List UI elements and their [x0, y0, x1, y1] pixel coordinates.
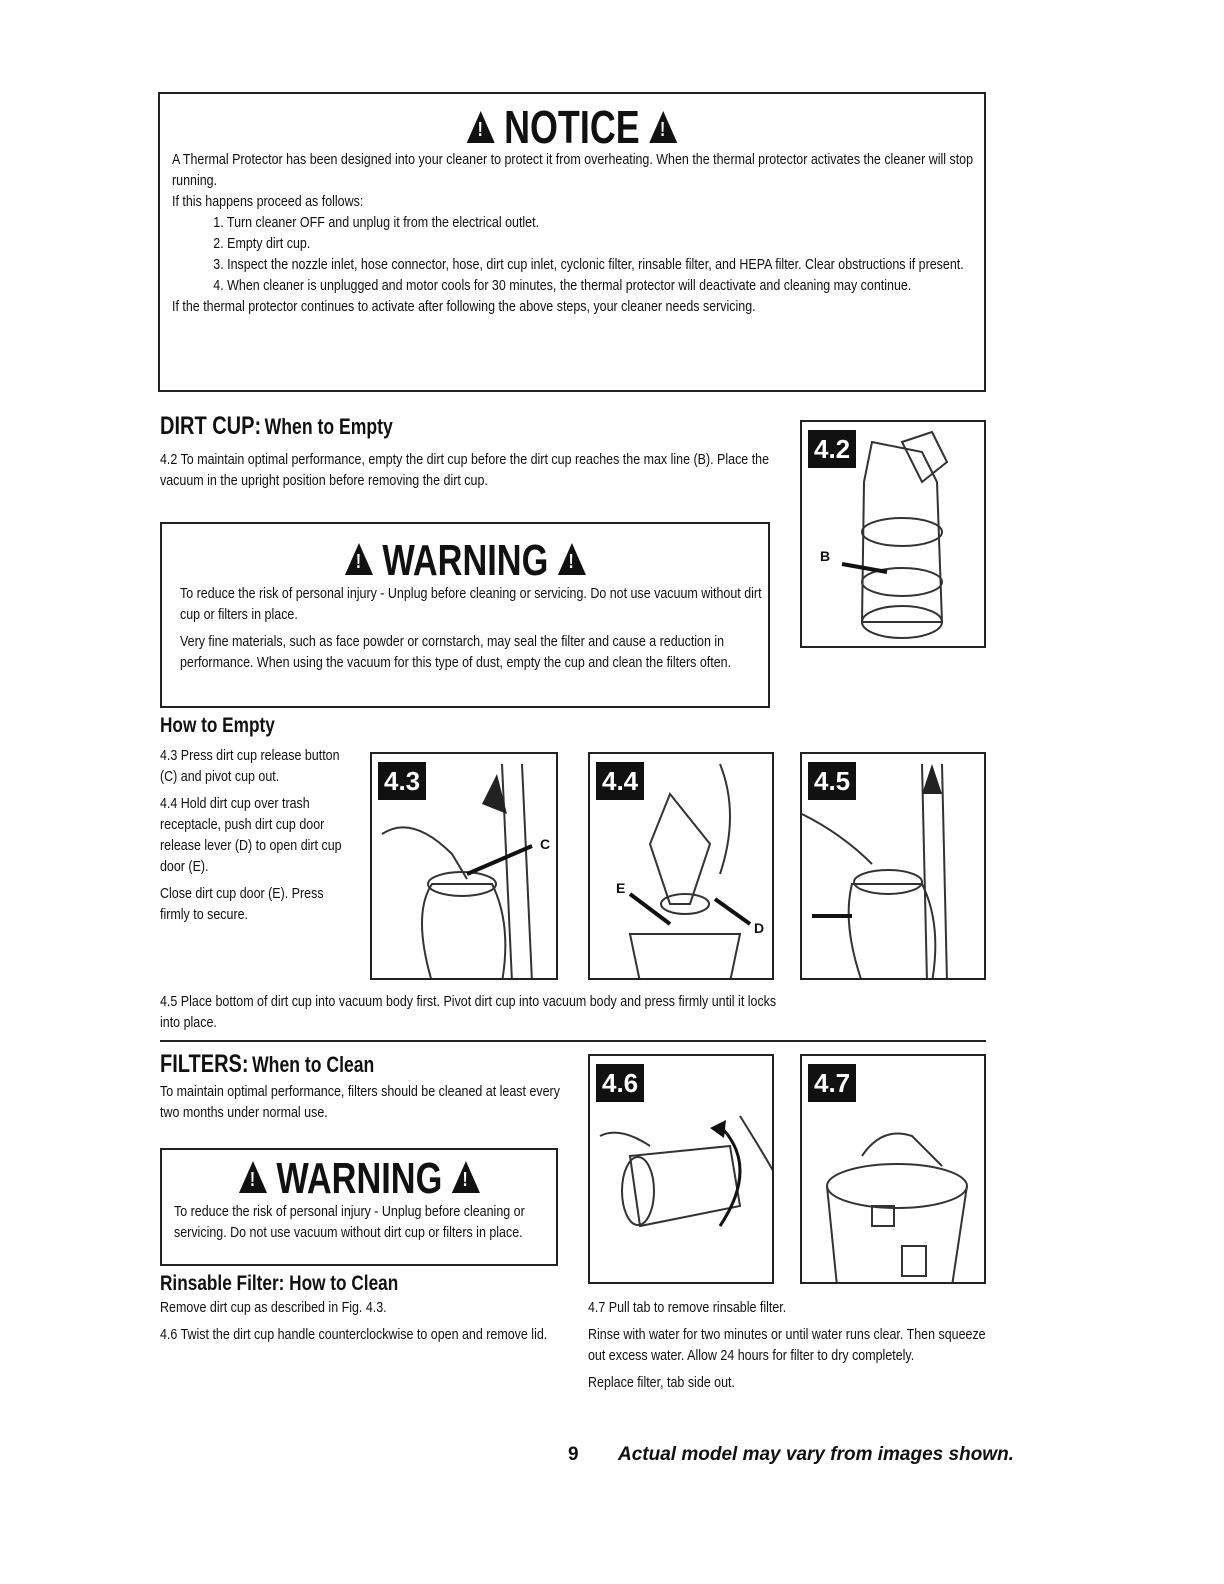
dirt-cup-heading-main: DIRT CUP: [160, 412, 262, 440]
dirt-cup-text: 4.2 To maintain optimal performance, empty the dirt cup before the dirt cup reaches the max line (B). Place the vacuum in the upright position before removing the dirt cup. [160, 452, 770, 489]
warning-1-body [180, 584, 765, 674]
warning-triangle-icon [557, 543, 585, 575]
filters-heading [160, 1050, 374, 1079]
warning-triangle-icon [451, 1161, 479, 1193]
section-divider [160, 1040, 986, 1042]
notice-steps [172, 213, 977, 297]
press-release-illustration [372, 754, 558, 980]
warning-triangle-icon [345, 543, 373, 575]
warning-1-p1: To reduce the risk of personal injury - Unplug before cleaning or servicing. Do not use vacuum without dirt cup or filters in place. [180, 586, 762, 623]
dirt-cup-heading-sub: When to Empty [264, 414, 393, 439]
filters-text: To maintain optimal performance, filters should be cleaned at least every two months under normal use. [160, 1084, 560, 1121]
dirt-cup-illustration [802, 422, 986, 648]
warning-box-1 [160, 522, 770, 708]
how-to-empty-p1: 4.3 Press dirt cup release button (C) and pivot cup out. [160, 748, 340, 785]
figure-label-4-2: 4.2 [808, 430, 856, 468]
callout-b: B [820, 548, 831, 564]
how-to-empty-p3: Close dirt cup door (E). Press firmly to secure. [160, 886, 324, 923]
notice-box [158, 92, 986, 392]
rinsable-p4: Rinse with water for two minutes or until water runs clear. Then squeeze out excess water. Allow 24 hours for filter to dry completely. [588, 1327, 986, 1364]
how-to-empty-text [160, 746, 347, 926]
figure-label-4-4: 4.4 [596, 762, 644, 800]
warning-1-title-row [162, 536, 768, 586]
figure-label-4-7: 4.7 [808, 1064, 856, 1102]
twist-handle-illustration [590, 1056, 774, 1284]
figure-label-4-5: 4.5 [808, 762, 856, 800]
warning-2-title-row [162, 1154, 556, 1204]
pull-tab-illustration [802, 1056, 986, 1284]
rinsable-heading: Rinsable Filter: How to Clean [160, 1272, 399, 1295]
filters-heading-main: FILTERS: [160, 1050, 249, 1078]
callout-d: D [754, 920, 765, 936]
how-to-empty-p2: 4.4 Hold dirt cup over trash receptacle, push dirt cup door release lever (D) to open dirt cup door (E). [160, 796, 342, 875]
notice-closing: If the thermal protector continues to activate after following the above steps, your cleaner needs servicing. [172, 299, 756, 315]
notice-step-1: 1. Turn cleaner OFF and unplug it from the electrical outlet. [213, 215, 540, 231]
page-number: 9 [568, 1444, 579, 1465]
how-to-empty-p4: 4.5 Place bottom of dirt cup into vacuum body first. Pivot dirt cup into vacuum body and press firmly until it locks into place. [160, 994, 777, 1031]
rinsable-p2: 4.6 Twist the dirt cup handle counterclockwise to open and remove lid. [160, 1327, 548, 1343]
figure-label-4-6: 4.6 [596, 1064, 644, 1102]
notice-step-4: 4. When cleaner is unplugged and motor cools for 30 minutes, the thermal protector will deactivate and cleaning may continue. [213, 278, 912, 294]
figure-label-4-3: 4.3 [378, 762, 426, 800]
warning-2-text: To reduce the risk of personal injury - Unplug before cleaning or servicing. Do not use vacuum without dirt cup or filters in place. [174, 1204, 525, 1241]
notice-title: NOTICE [504, 101, 640, 153]
rinsable-p3: 4.7 Pull tab to remove rinsable filter. [588, 1300, 787, 1316]
rinsable-p1: Remove dirt cup as described in Fig. 4.3. [160, 1300, 387, 1316]
warning-1-p2: Very fine materials, such as face powder or cornstarch, may seal the filter and cause a reduction in performance. When using the vacuum for this type of dust, empty the cup and clean the filters often. [180, 634, 732, 671]
how-to-empty-heading: How to Empty [160, 714, 275, 737]
figure-4-7 [800, 1054, 986, 1284]
notice-lead: If this happens proceed as follows: [172, 194, 364, 210]
warning-box-2 [160, 1148, 558, 1266]
rinsable-left-text [160, 1298, 564, 1346]
figure-4-3 [370, 752, 558, 980]
figure-4-6 [588, 1054, 774, 1284]
dirt-cup-heading [160, 412, 393, 441]
figure-4-2 [800, 420, 986, 648]
rinsable-right-text [588, 1298, 987, 1394]
callout-c: C [540, 836, 551, 852]
notice-step-2: 2. Empty dirt cup. [213, 236, 311, 252]
warning-2-title: WARNING [276, 1154, 442, 1203]
callout-e: E [616, 880, 626, 896]
warning-triangle-icon [649, 111, 677, 143]
warning-1-title: WARNING [382, 536, 548, 585]
figure-4-5 [800, 752, 986, 980]
insert-dirt-cup-illustration [802, 754, 986, 980]
warning-triangle-icon [239, 1161, 267, 1193]
notice-step-3: 3. Inspect the nozzle inlet, hose connector, hose, dirt cup inlet, cyclonic filter, rinsable filter, and HEPA filter. Clear obstructions if present. [213, 257, 964, 273]
notice-body [172, 150, 977, 318]
empty-dirt-cup-illustration [590, 754, 774, 980]
warning-triangle-icon [467, 111, 495, 143]
filters-heading-sub: When to Clean [252, 1052, 375, 1077]
notice-title-row [160, 102, 984, 152]
notice-intro: A Thermal Protector has been designed into your cleaner to protect it from overheating. When the thermal protector activates the cleaner will stop running. [172, 152, 974, 189]
footer-note: Actual model may vary from images shown. [618, 1444, 1014, 1465]
rinsable-p5: Replace filter, tab side out. [588, 1375, 735, 1391]
figure-4-4 [588, 752, 774, 980]
